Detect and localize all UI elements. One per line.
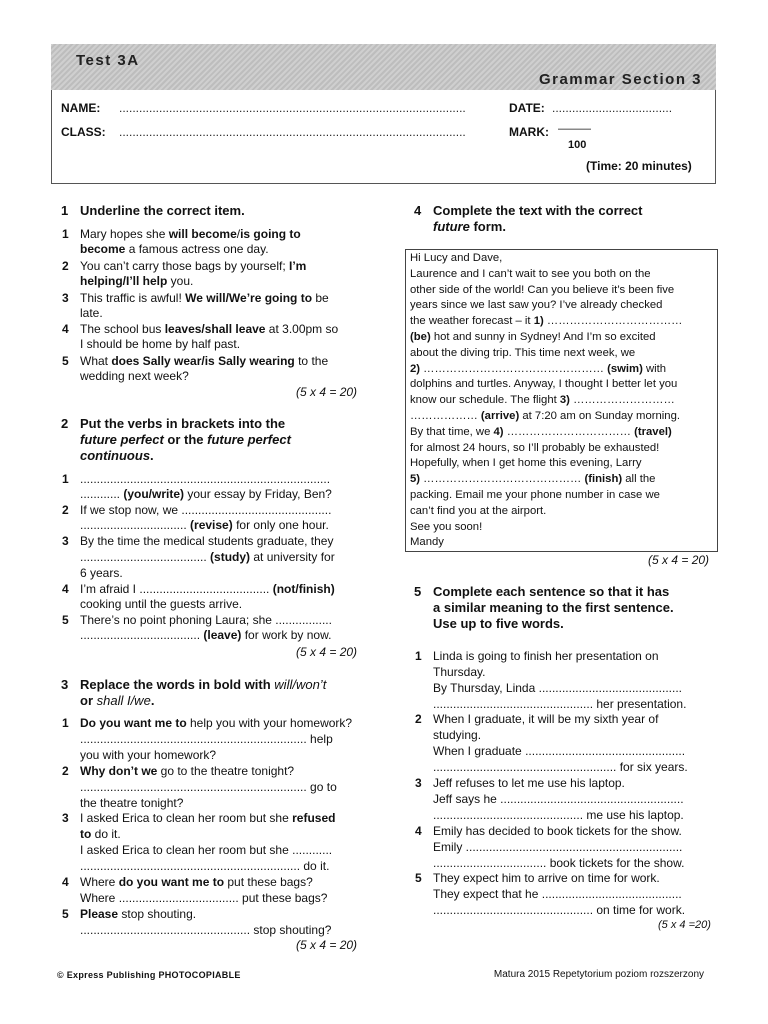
- s5-item-number: 2: [415, 712, 422, 726]
- letter-line: Hopefully, when I get home this evening, Larry: [410, 457, 642, 470]
- s1-item-4-line2: I should be home by half past.: [80, 337, 241, 351]
- s3-item-number: 5: [62, 907, 69, 921]
- s3-item-5-line2[interactable]: ................................................... stop shouting?: [80, 923, 332, 937]
- s5-item-number: 4: [415, 824, 422, 838]
- section-1-number: 1: [61, 203, 69, 218]
- s2-item-number: 1: [62, 472, 69, 486]
- s5-item-number: 5: [415, 871, 422, 885]
- letter-text: [410, 251, 716, 551]
- s2-item-2-line2: ................................ (revise) for only one hour.: [80, 518, 329, 532]
- letter-line: 5) …………………………………… (finish) all the: [410, 473, 656, 486]
- s2-item-number: 4: [62, 582, 69, 596]
- footer-copyright: © Express Publishing PHOTOCOPIABLE: [57, 970, 241, 980]
- letter-line: packing. Email me your phone number in case we: [410, 488, 660, 501]
- s1-item-number: 3: [62, 291, 69, 305]
- letter-line: other side of the world! Can you believe it’s been five: [410, 283, 675, 296]
- s1-item-5-line2: wedding next week?: [80, 369, 189, 383]
- section-4-number: 4: [414, 203, 422, 218]
- section-1-score: (5 x 4 = 20): [296, 385, 358, 399]
- letter-line: about the diving trip. This time next week, we: [410, 346, 636, 359]
- section-1-title: Underline the correct item.: [80, 203, 245, 218]
- time-limit: (Time: 20 minutes): [586, 159, 692, 173]
- letter-line: 2) ………………………………………… (swim) with: [410, 362, 667, 375]
- s2-item-number: 2: [62, 503, 69, 517]
- s2-item-5-line2: .................................... (leave) for work by now.: [80, 628, 332, 642]
- s5-item-1-line4[interactable]: ................................................ her presentation.: [433, 697, 687, 711]
- section-3-title-line2: or shall I/we.: [80, 693, 155, 708]
- s3-item-2-line2[interactable]: .................................................................... go to: [80, 780, 337, 794]
- section-3-number: 3: [61, 677, 69, 692]
- letter-line: can’t find you at the airport.: [410, 504, 547, 517]
- date-field[interactable]: ....................................: [552, 101, 673, 115]
- s5-item-3-line1: Jeff refuses to let me use his laptop.: [433, 776, 625, 790]
- s5-item-2-line2: studying.: [433, 728, 482, 742]
- letter-line: the weather forecast – it 1) ………………………………: [410, 315, 683, 328]
- section-2-title-line3: continuous.: [80, 448, 154, 463]
- s2-item-1-blank[interactable]: ...........................................................................: [80, 472, 331, 486]
- letter-line: years since we last saw you? I’ve already checked: [410, 299, 663, 312]
- s2-item-1-line2: ............ (you/write) your essay by Friday, Ben?: [80, 487, 332, 501]
- letter-line: Laurence and I can’t wait to see you both on the: [410, 267, 651, 280]
- s5-item-1-line1: Linda is going to finish her presentation on: [433, 649, 659, 663]
- s2-item-number: 5: [62, 613, 69, 627]
- s1-item-5-line1: What does Sally wear/is Sally wearing to the: [80, 354, 329, 368]
- s1-item-2-line1: You can’t carry those bags by yourself; I’m: [80, 259, 307, 273]
- letter-line: By that time, we 4) …………………………… (travel): [410, 425, 672, 438]
- s3-item-number: 2: [62, 764, 69, 778]
- name-label: NAME:: [61, 101, 101, 115]
- s2-item-5-line1: There’s no point phoning Laura; she .................: [80, 613, 332, 627]
- s5-item-2-line3[interactable]: When I graduate ................................................: [433, 744, 686, 758]
- section-4-title-line1: Complete the text with the correct: [433, 203, 643, 218]
- s5-item-1-line2: Thursday.: [433, 665, 486, 679]
- class-field[interactable]: ........................................................................................................: [119, 125, 466, 139]
- s3-item-1-line2[interactable]: .................................................................... help: [80, 732, 333, 746]
- s3-item-4-line1: Where do you want me to put these bags?: [80, 875, 313, 889]
- s2-item-3-line3: 6 years.: [80, 566, 123, 580]
- s5-item-1-line3[interactable]: By Thursday, Linda ...........................................: [433, 681, 682, 695]
- letter-line: know our schedule. The flight 3) ………………………: [410, 394, 675, 407]
- s1-item-number: 2: [62, 259, 69, 273]
- letter-line: See you soon!: [410, 520, 483, 533]
- s1-item-2-line2: helping/I’ll help you.: [80, 274, 194, 288]
- s1-item-4-line1: The school bus leaves/shall leave at 3.00pm so: [80, 322, 339, 336]
- s3-item-3-line1: I asked Erica to clean her room but she refused: [80, 811, 336, 825]
- s2-item-3-line2: ...................................... (study) at university for: [80, 550, 335, 564]
- footer-book-title: Matura 2015 Repetytorium poziom rozszerzony: [493, 969, 704, 980]
- s3-item-1-line1: Do you want me to help you with your homework?: [80, 716, 353, 730]
- s5-item-4-line1: Emily has decided to book tickets for the show.: [433, 824, 682, 838]
- s3-item-2-line3: the theatre tonight?: [80, 796, 184, 810]
- s1-item-3-line2: late.: [80, 306, 103, 320]
- s5-item-4-line2[interactable]: Emily .................................................................: [433, 840, 683, 854]
- class-label: CLASS:: [61, 125, 106, 139]
- s2-item-3-line1: By the time the medical students graduate, they: [80, 534, 334, 548]
- s3-item-number: 1: [62, 716, 69, 730]
- section-4-title-line2: future form.: [433, 219, 506, 234]
- s3-item-1-line3: you with your homework?: [80, 748, 217, 762]
- s1-item-1-line2: become a famous actress one day.: [80, 242, 269, 256]
- mark-total: 100: [568, 139, 587, 151]
- s3-item-5-line1: Please stop shouting.: [80, 907, 197, 921]
- s5-item-5-line2[interactable]: They expect that he ..........................................: [433, 887, 682, 901]
- s5-item-3-line3[interactable]: ............................................. me use his laptop.: [433, 808, 684, 822]
- section-5-number: 5: [414, 584, 422, 599]
- s2-item-4-line1: I’m afraid I ....................................... (not/finish): [80, 582, 335, 596]
- s3-item-3-line3: I asked Erica to clean her room but she ............: [80, 843, 333, 857]
- s5-item-2-line1: When I graduate, it will be my sixth year of: [433, 712, 659, 726]
- mark-field[interactable]: ―――: [558, 123, 591, 135]
- s2-item-4-line2: cooking until the guests arrive.: [80, 597, 243, 611]
- mark-label: MARK:: [509, 125, 549, 139]
- section-5-title-line3: Use up to five words.: [433, 616, 564, 631]
- section-2-score: (5 x 4 = 20): [296, 645, 358, 659]
- s3-item-2-line1: Why don’t we go to the theatre tonight?: [80, 764, 295, 778]
- s3-item-3-line4[interactable]: .................................................................. do it.: [80, 859, 330, 873]
- letter-line: ……………… (arrive) at 7:20 am on Sunday morning.: [410, 409, 680, 422]
- s2-item-2-line1: If we stop now, we .............................................: [80, 503, 332, 517]
- s1-item-1-line1: Mary hopes she will become/is going to: [80, 227, 301, 241]
- section-2-title-line2: future perfect or the future perfect: [80, 432, 291, 447]
- s2-item-number: 3: [62, 534, 69, 548]
- section-4-score: (5 x 4 = 20): [648, 553, 710, 567]
- s5-item-3-line2[interactable]: Jeff says he .......................................................: [433, 792, 684, 806]
- s3-item-3-line2: to do it.: [80, 827, 121, 841]
- s5-item-number: 1: [415, 649, 422, 663]
- section-title: Grammar Section 3: [538, 71, 702, 88]
- s5-item-4-line3[interactable]: .................................. book tickets for the show.: [433, 856, 685, 870]
- letter-line: (be) hot and sunny in Sydney! And I’m so excited: [410, 330, 656, 343]
- s3-item-4-line2[interactable]: Where .................................... put these bags?: [80, 891, 328, 905]
- s1-item-number: 1: [62, 227, 69, 241]
- s5-item-5-line1: They expect him to arrive on time for work.: [433, 871, 660, 885]
- s5-item-number: 3: [415, 776, 422, 790]
- s3-item-number: 4: [62, 875, 69, 889]
- name-field[interactable]: ........................................................................................................: [119, 101, 466, 115]
- letter-line: for almost 24 hours, so I’ll probably be exhausted!: [410, 441, 660, 454]
- section-3-title-line1: Replace the words in bold with will/won’t: [80, 677, 327, 692]
- letter-line: Mandy: [410, 536, 444, 549]
- section-2-number: 2: [61, 416, 69, 431]
- section-2-title-line1: Put the verbs in brackets into the: [80, 416, 286, 431]
- letter-line: dolphins and turtles. Anyway, I thought I better let you: [410, 378, 678, 391]
- section-5-score: (5 x 4 =20): [658, 919, 711, 931]
- section-3-score: (5 x 4 = 20): [296, 938, 358, 952]
- s1-item-number: 4: [62, 322, 69, 336]
- s1-item-number: 5: [62, 354, 69, 368]
- test-title: Test 3A: [76, 52, 140, 69]
- letter-line: Hi Lucy and Dave,: [410, 252, 503, 264]
- date-label: DATE:: [509, 101, 545, 115]
- section-5-title-line1: Complete each sentence so that it has: [433, 584, 670, 599]
- s3-item-number: 3: [62, 811, 69, 825]
- s5-item-2-line4[interactable]: ....................................................... for six years.: [433, 760, 688, 774]
- s5-item-5-line3[interactable]: ................................................ on time for work.: [433, 903, 686, 917]
- section-5-title-line2: a similar meaning to the first sentence.: [433, 600, 674, 615]
- s1-item-3-line1: This traffic is awful! We will/We’re going to be: [80, 291, 329, 305]
